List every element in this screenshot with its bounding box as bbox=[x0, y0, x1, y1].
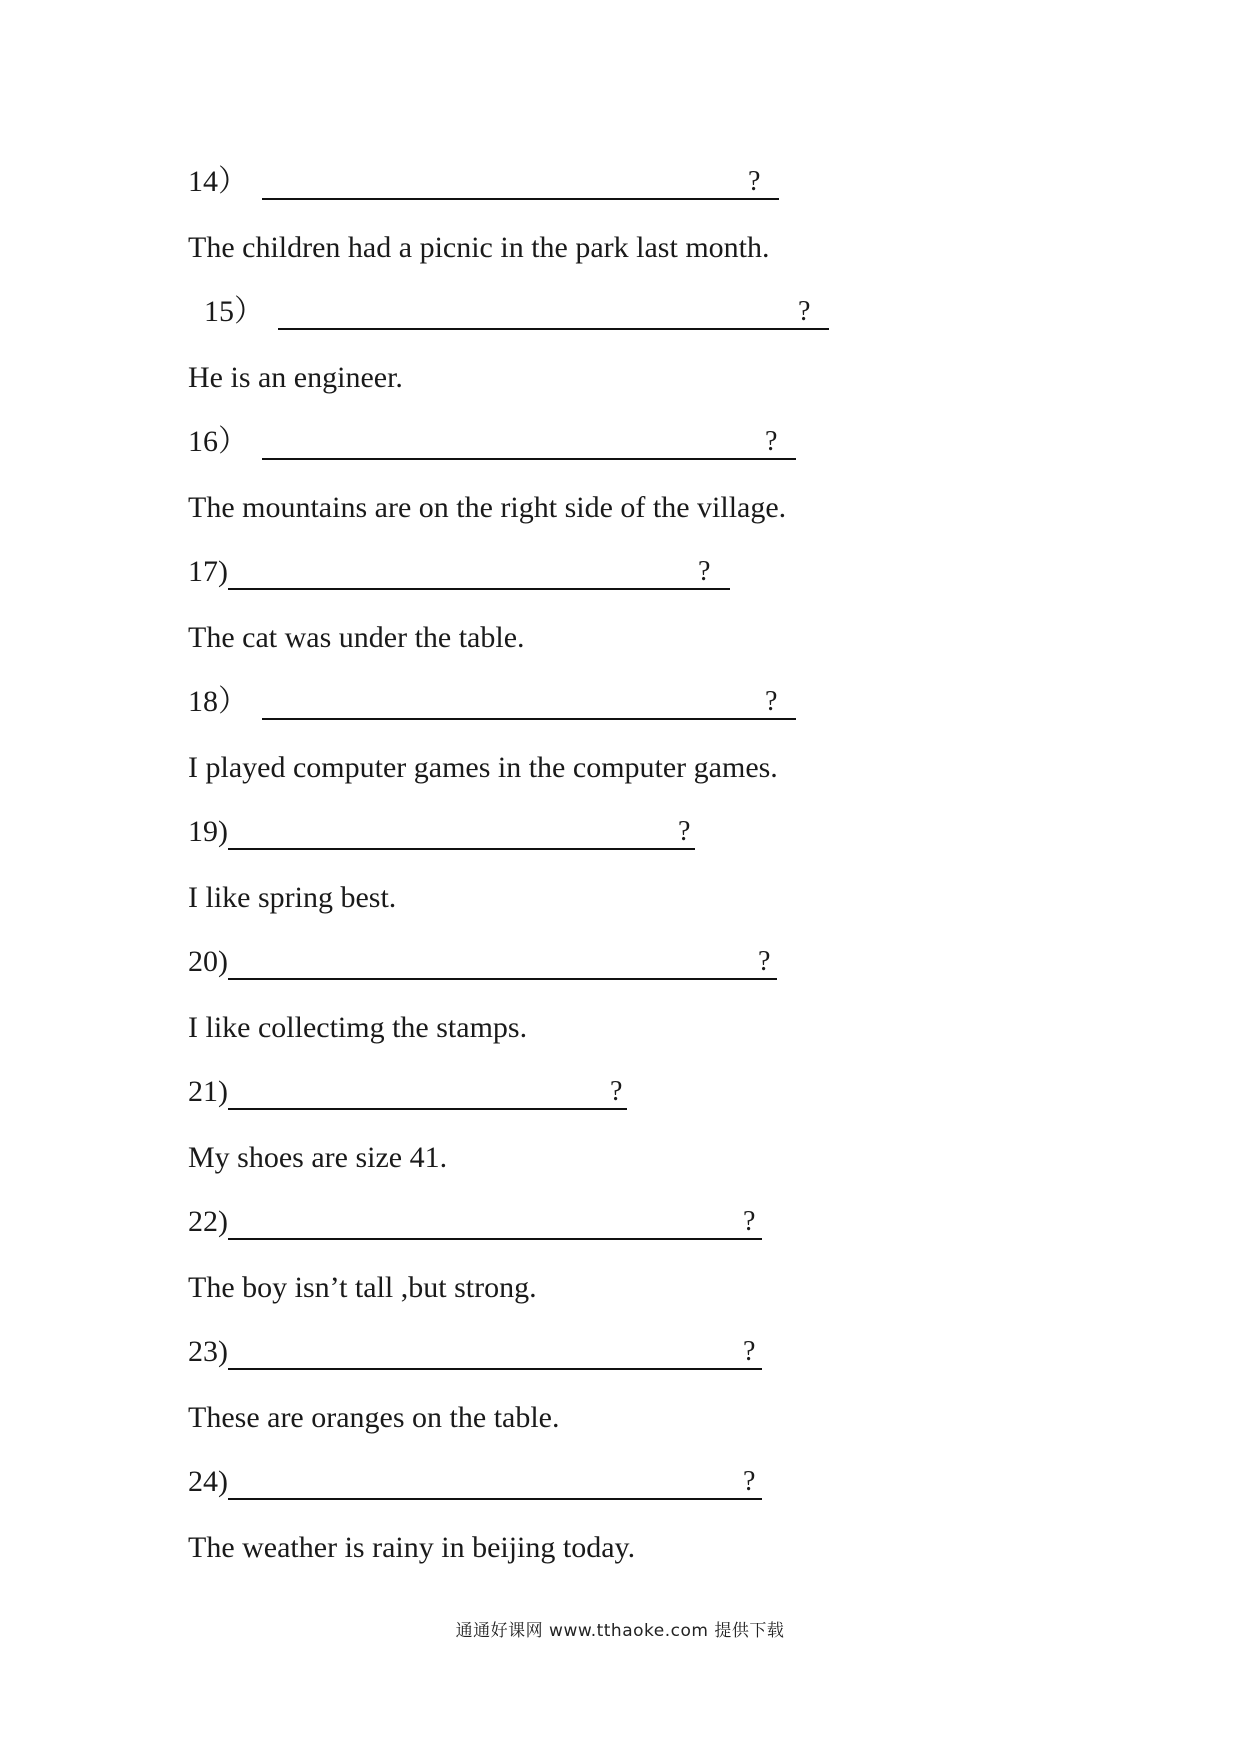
question-line bbox=[188, 1074, 627, 1110]
answer-sentence: The boy isn’t tall ,but strong. bbox=[188, 1271, 537, 1304]
question-line bbox=[188, 424, 796, 460]
question-number: 14） bbox=[188, 165, 248, 198]
question-number: 18） bbox=[188, 685, 248, 718]
answer-blank[interactable] bbox=[228, 948, 777, 980]
question-mark: ? bbox=[765, 686, 778, 717]
answer-blank[interactable] bbox=[278, 298, 829, 330]
answer-blank[interactable] bbox=[228, 558, 730, 590]
question-number: 21) bbox=[188, 1075, 228, 1108]
answer-blank[interactable] bbox=[228, 1468, 762, 1500]
answer-sentence: I played computer games in the computer games. bbox=[188, 751, 778, 784]
question-number: 23) bbox=[188, 1335, 228, 1368]
question-line bbox=[188, 684, 796, 720]
question-line bbox=[188, 1464, 762, 1500]
question-mark: ? bbox=[743, 1206, 756, 1237]
question-mark: ? bbox=[743, 1336, 756, 1367]
question-line bbox=[188, 814, 695, 850]
answer-blank[interactable] bbox=[228, 1208, 762, 1240]
question-mark: ? bbox=[698, 556, 711, 587]
question-line bbox=[188, 1334, 762, 1370]
answer-blank[interactable] bbox=[228, 1078, 627, 1110]
question-line bbox=[188, 944, 777, 980]
answer-blank[interactable] bbox=[228, 818, 695, 850]
question-mark: ? bbox=[748, 166, 761, 197]
answer-sentence: I like collectimg the stamps. bbox=[188, 1011, 528, 1044]
answer-sentence: The weather is rainy in beijing today. bbox=[188, 1531, 636, 1564]
question-mark: ? bbox=[678, 816, 691, 847]
question-number: 17) bbox=[188, 555, 228, 588]
question-number: 24) bbox=[188, 1465, 228, 1498]
question-mark: ? bbox=[798, 296, 811, 327]
question-mark: ? bbox=[758, 946, 771, 977]
question-number: 16） bbox=[188, 425, 248, 458]
question-line bbox=[204, 294, 829, 330]
question-number: 20) bbox=[188, 945, 228, 978]
question-number: 22) bbox=[188, 1205, 228, 1238]
footer-source-text: 通通好课网 www.tthaoke.com 提供下载 bbox=[455, 1621, 785, 1641]
answer-sentence: The cat was under the table. bbox=[188, 621, 525, 654]
answer-sentence: The mountains are on the right side of the village. bbox=[188, 491, 787, 524]
question-line bbox=[188, 554, 730, 590]
question-mark: ? bbox=[765, 426, 778, 457]
question-line bbox=[188, 1204, 762, 1240]
answer-sentence: I like spring best. bbox=[188, 881, 397, 914]
question-mark: ? bbox=[743, 1466, 756, 1497]
answer-sentence: These are oranges on the table. bbox=[188, 1401, 560, 1434]
answer-blank[interactable] bbox=[262, 168, 779, 200]
question-number: 19) bbox=[188, 815, 228, 848]
answer-blank[interactable] bbox=[262, 688, 796, 720]
question-number: 15） bbox=[204, 295, 264, 328]
answer-blank[interactable] bbox=[228, 1338, 762, 1370]
answer-sentence: My shoes are size 41. bbox=[188, 1141, 448, 1174]
question-line bbox=[188, 164, 779, 200]
answer-sentence: He is an engineer. bbox=[188, 361, 403, 394]
answer-sentence: The children had a picnic in the park last month. bbox=[188, 231, 770, 264]
answer-blank[interactable] bbox=[262, 428, 796, 460]
question-mark: ? bbox=[610, 1076, 623, 1107]
